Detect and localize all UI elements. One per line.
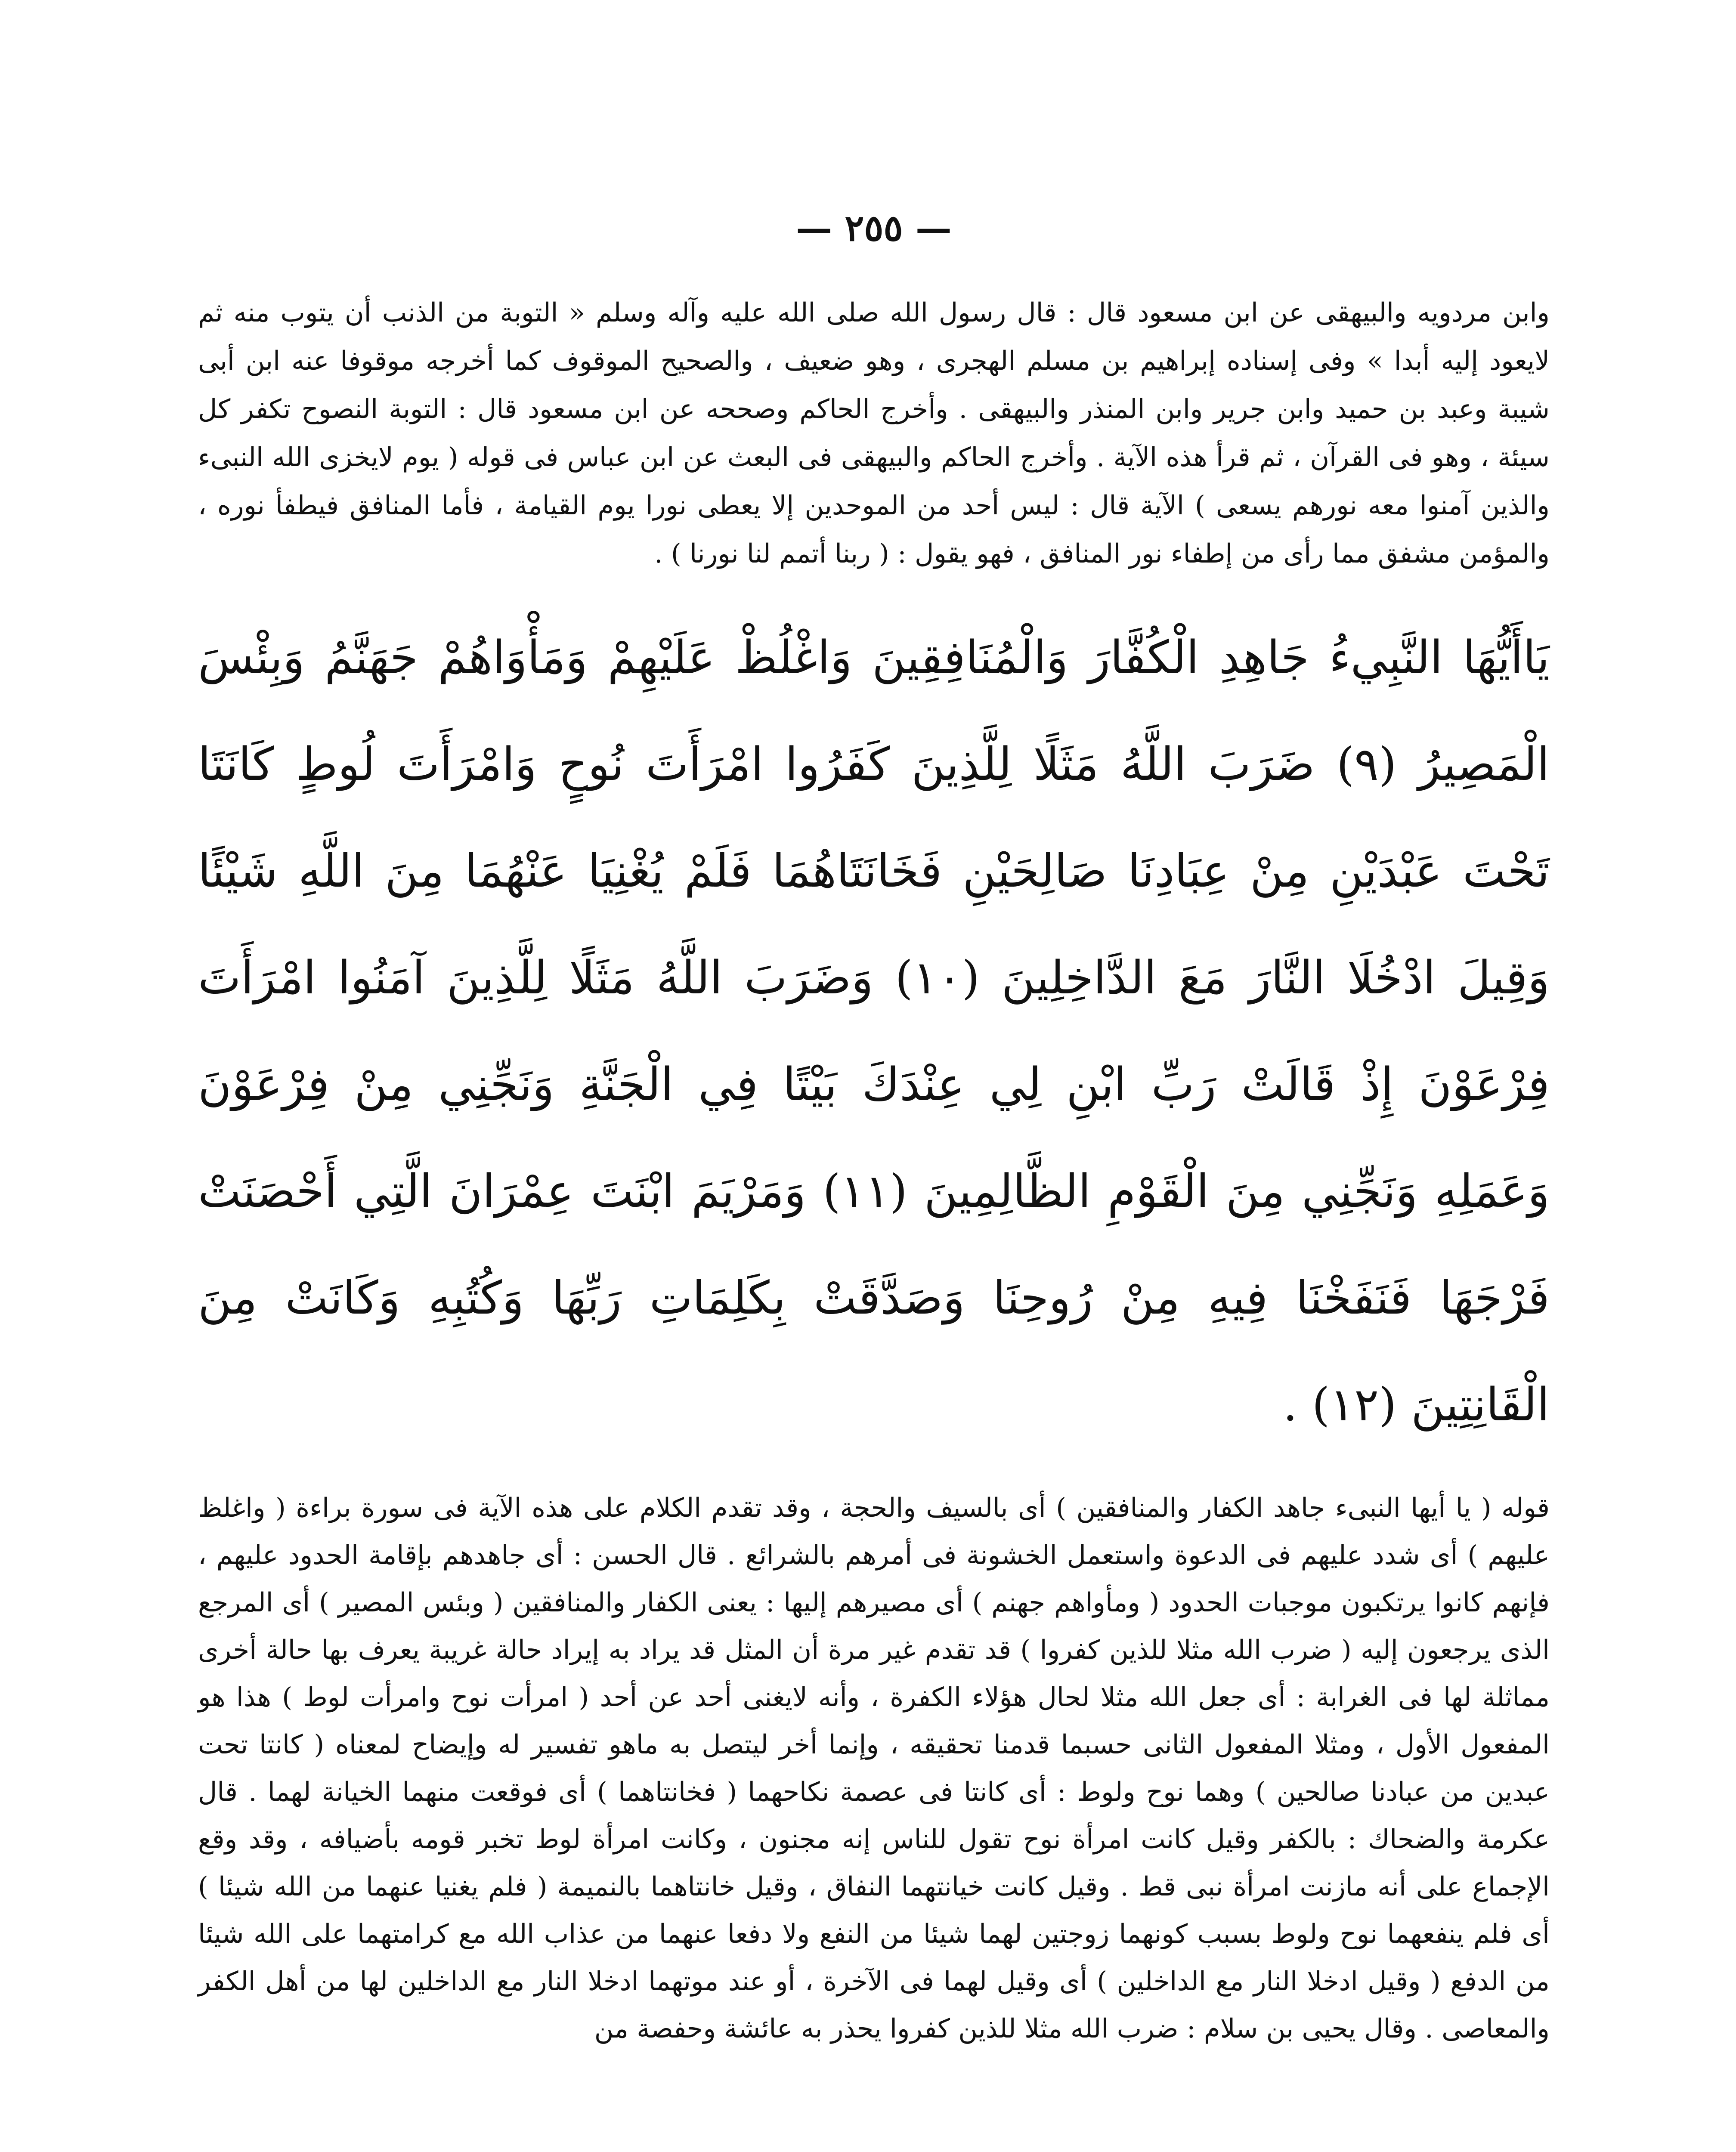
commentary-paragraph: قوله ( يا أيها النبىء جاهد الكفار والمنافقين ) أى بالسيف والحجة ، وقد تقدم الكلام على هذه الآية فى سورة براءة ( واغلظ عليهم ) أى شدد عليهم فى الدعوة واستعمل الخشونة فى أمرهم بالشرائع . قال الحسن : أى جاهدهم بإقامة الحدود عليهم ، فإنهم كانوا يرتكبون موجبات الحدود ( ومأواهم جهنم ) أى مصيرهم إليها : يعنى الكفار والمنافقين ( وبئس المصير ) أى المرجع الذى يرجعون إليه ( ضرب الله مثلا للذين كفروا ) قد تقدم غير مرة أن المثل قد يراد به إيراد حالة غريبة يعرف بها حالة أخرى مماثلة لها فى الغرابة : أى جعل الله مثلا لحال هؤلاء الكفرة ، وأنه لايغنى أحد عن أحد ( امرأت نوح وامرأت لوط ) هذا هو المفعول الأول ، ومثلا المفعول الثانى حسبما قدمنا تحقيقه ، وإنما أخر ليتصل به ماهو تفسير له وإيضاح لمعناه ( كانتا تحت عبدين من عبادنا صالحين ) وهما نوح ولوط : أى كانتا فى عصمة نكاحهما ( فخانتاهما ) أى فوقعت منهما الخيانة لهما . قال عكرمة والضحاك : بالكفر وقيل كانت امرأة نوح تقول للناس إنه مجنون ، وكانت امرأة لوط تخبر قومه بأضيافه ، وقد وقع الإجماع على أنه مازنت امرأة نبى قط . وقيل كانت خيانتهما النفاق ، وقيل خانتاهما بالنميمة ( فلم يغنيا عنهما من الله شيئا ) أى فلم ينفعهما نوح ولوط بسبب كونهما زوجتين لهما شيئا من النفع ولا دفعا عنهما من عذاب الله مع كرامتهما على الله شيئا من الدفع ( وقيل ادخلا النار مع الداخلين ) أى وقيل لهما فى الآخرة ، أو عند موتهما ادخلا النار مع الداخلين لها من أهل الكفر والمعاصى . وقال يحيى بن سلام : ضرب الله مثلا للذين كفروا يحذر به عائشة وحفصة من xyxy=(198,1493,1550,2044)
book-page xyxy=(198,207,1550,2079)
quran-verses: يَاأَيُّهَا النَّبِيءُ جَاهِدِ الْكُفَّارَ وَالْمُنَافِقِينَ وَاغْلُظْ عَلَيْهِمْ وَمَأْوَاهُمْ جَهَنَّمُ وَبِئْسَ الْمَصِيرُ (٩) ضَرَبَ اللَّهُ مَثَلًا لِلَّذِينَ كَفَرُوا امْرَأَتَ نُوحٍ وَامْرَأَتَ لُوطٍ كَانَتَا تَحْتَ عَبْدَيْنِ مِنْ عِبَادِنَا صَالِحَيْنِ فَخَانَتَاهُمَا فَلَمْ يُغْنِيَا عَنْهُمَا مِنَ اللَّهِ شَيْئًا وَقِيلَ ادْخُلَا النَّارَ مَعَ الدَّاخِلِينَ (١٠) وَضَرَبَ اللَّهُ مَثَلًا لِلَّذِينَ آمَنُوا امْرَأَتَ فِرْعَوْنَ إِذْ قَالَتْ رَبِّ ابْنِ لِي عِنْدَكَ بَيْتًا فِي الْجَنَّةِ وَنَجِّنِي مِنْ فِرْعَوْنَ وَعَمَلِهِ وَنَجِّنِي مِنَ الْقَوْمِ الظَّالِمِينَ (١١) وَمَرْيَمَ ابْنَتَ عِمْرَانَ الَّتِي أَحْصَنَتْ فَرْجَهَا فَنَفَخْنَا فِيهِ مِنْ رُوحِنَا وَصَدَّقَتْ بِكَلِمَاتِ رَبِّهَا وَكُتُبِهِ وَكَانَتْ مِنَ الْقَانِتِينَ (١٢) . xyxy=(198,631,1550,1431)
page-number: — ٢٥٥ — xyxy=(796,207,952,249)
intro-paragraph: وابن مردويه والبيهقى عن ابن مسعود قال : قال رسول الله صلى الله عليه وآله وسلم « التوبة من الذنب أن يتوب منه ثم لايعود إليه أبدا » وفى إسناده إبراهيم بن مسلم الهجرى ، وهو ضعيف ، والصحيح الموقوف كما أخرجه موقوفا عنه ابن أبى شيبة وعبد بن حميد وابن جرير وابن المنذر والبيهقى . وأخرج الحاكم وصححه عن ابن مسعود قال : التوبة النصوح تكفر كل سيئة ، وهو فى القرآن ، ثم قرأ هذه الآية . وأخرج الحاكم والبيهقى فى البعث عن ابن عباس فى قوله ( يوم لايخزى الله النبىء والذين آمنوا معه نورهم يسعى ) الآية قال : ليس أحد من الموحدين إلا يعطى نورا يوم القيامة ، فأما المنافق فيطفأ نوره ، والمؤمن مشفق مما رأى من إطفاء نور المنافق ، فهو يقول : ( ربنا أتمم لنا نورنا ) . xyxy=(198,297,1550,569)
